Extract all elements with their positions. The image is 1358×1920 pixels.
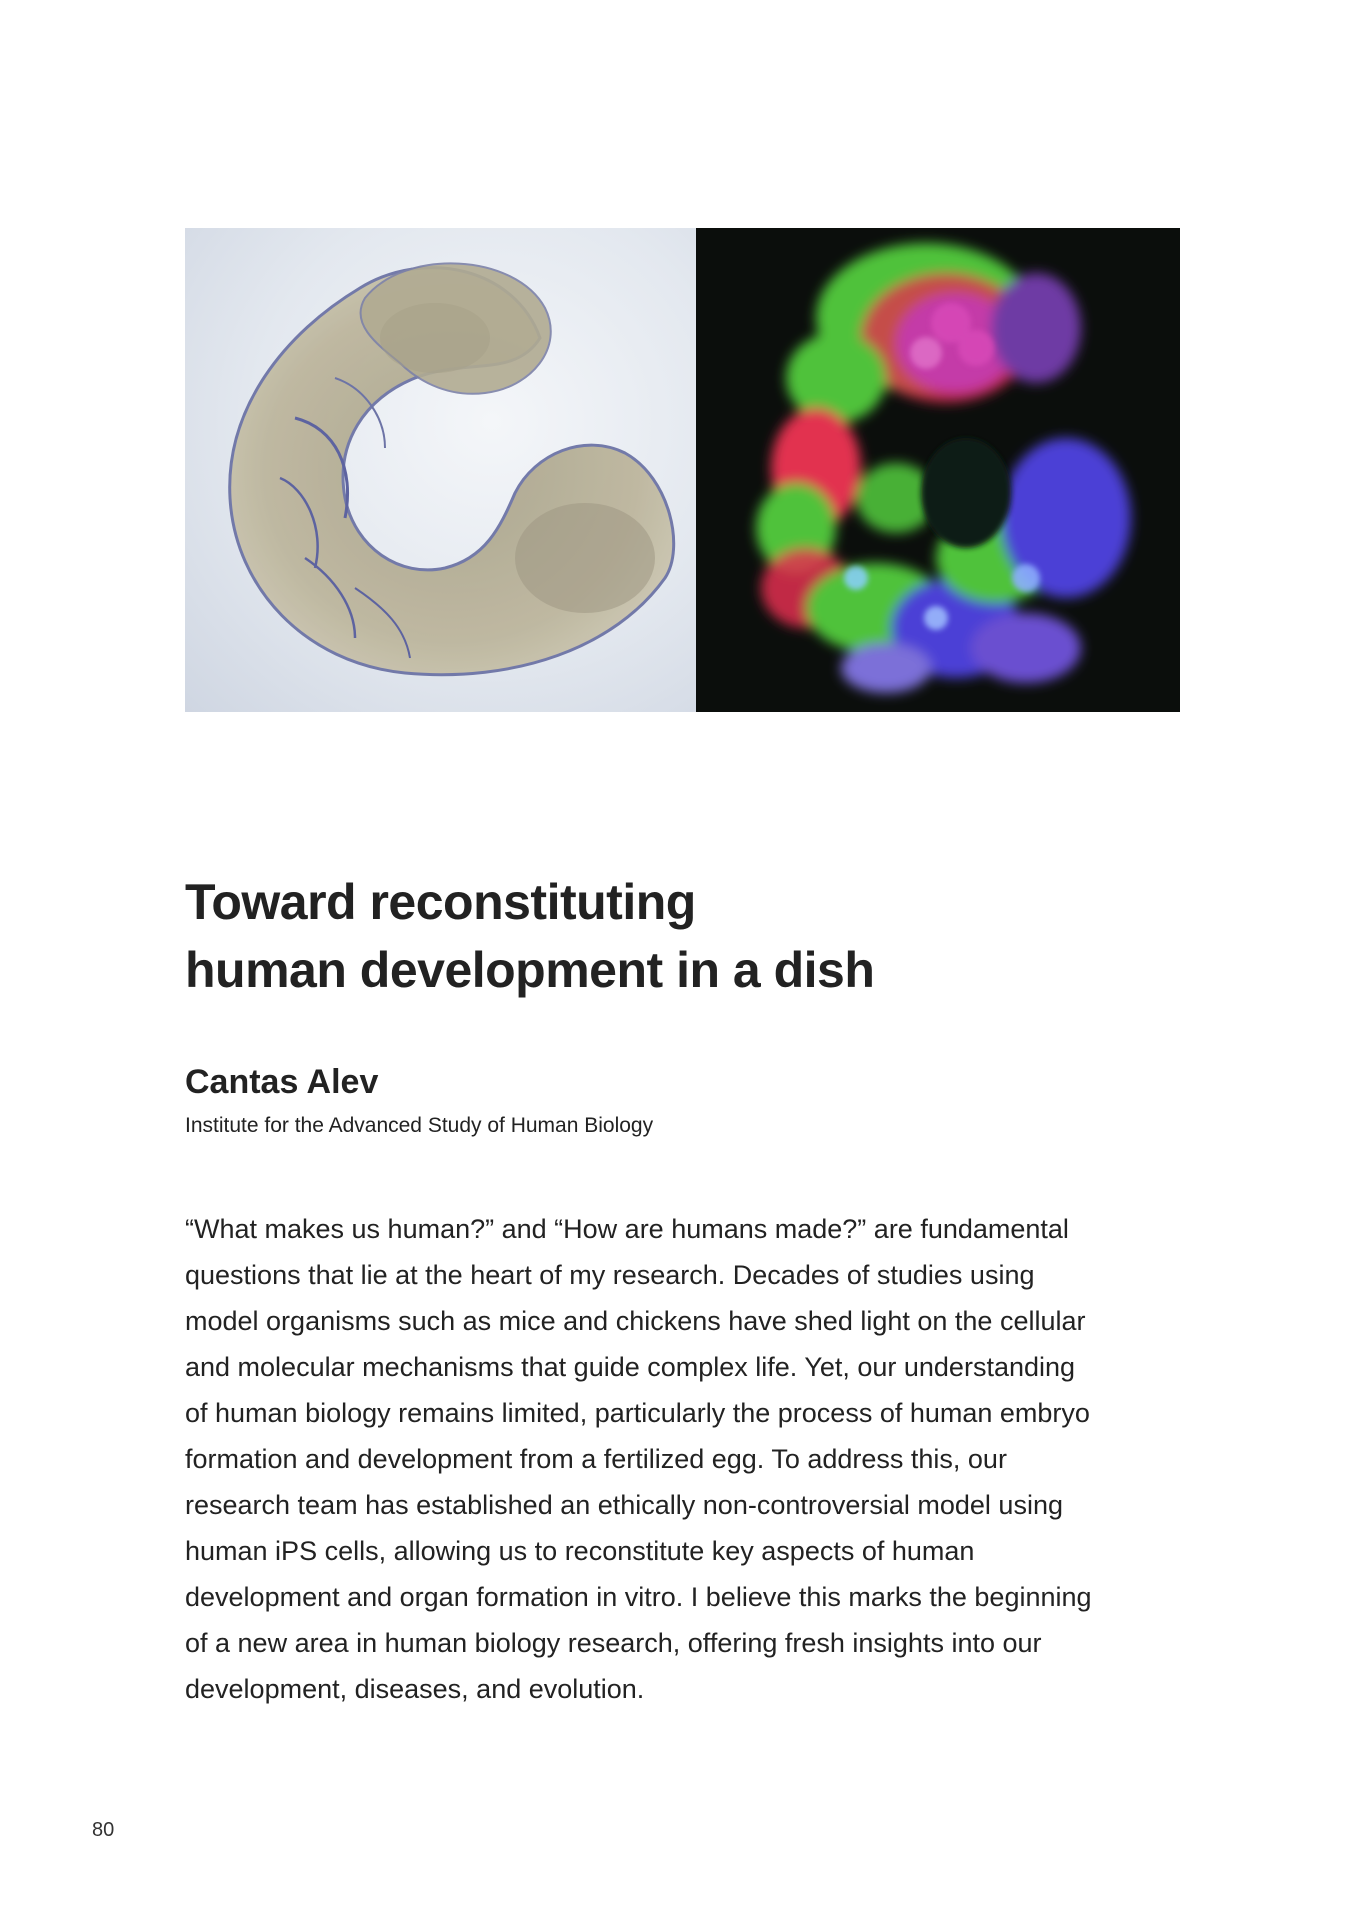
brightfield-embryo-image (185, 228, 696, 712)
article-body (185, 1206, 1185, 1712)
body-line: human iPS cells, allowing us to reconstitute key aspects of human (185, 1536, 975, 1566)
body-line: and molecular mechanisms that guide complex life. Yet, our understanding (185, 1352, 1076, 1382)
body-line: formation and development from a fertilized egg. To address this, our (185, 1444, 1007, 1474)
body-line: “What makes us human?” and “How are humans made?” are fundamental (185, 1214, 1069, 1244)
body-line: of human biology remains limited, particularly the process of human embryo (185, 1398, 1090, 1428)
page-number: 80 (92, 1819, 115, 1841)
body-line: model organisms such as mice and chickens have shed light on the cellular (185, 1306, 1086, 1336)
fluorescence-embryo-image (696, 228, 1180, 712)
author-name: Cantas Alev (185, 1063, 379, 1101)
body-line: development, diseases, and evolution. (185, 1674, 645, 1704)
author-affiliation: Institute for the Advanced Study of Human Biology (185, 1114, 654, 1137)
title-line-1: Toward reconstituting (185, 874, 696, 930)
fluorescence-micrograph (696, 228, 1180, 712)
body-line: of a new area in human biology research, offering fresh insights into our (185, 1628, 1042, 1658)
body-line: questions that lie at the heart of my research. Decades of studies using (185, 1260, 1035, 1290)
article-title (185, 868, 874, 1004)
body-line: research team has established an ethically non-controversial model using (185, 1490, 1063, 1520)
title-line-2: human development in a dish (185, 942, 875, 998)
brightfield-micrograph (185, 228, 696, 712)
body-line: development and organ formation in vitro. I believe this marks the beginning (185, 1582, 1092, 1612)
figure-micrographs (185, 228, 1180, 712)
